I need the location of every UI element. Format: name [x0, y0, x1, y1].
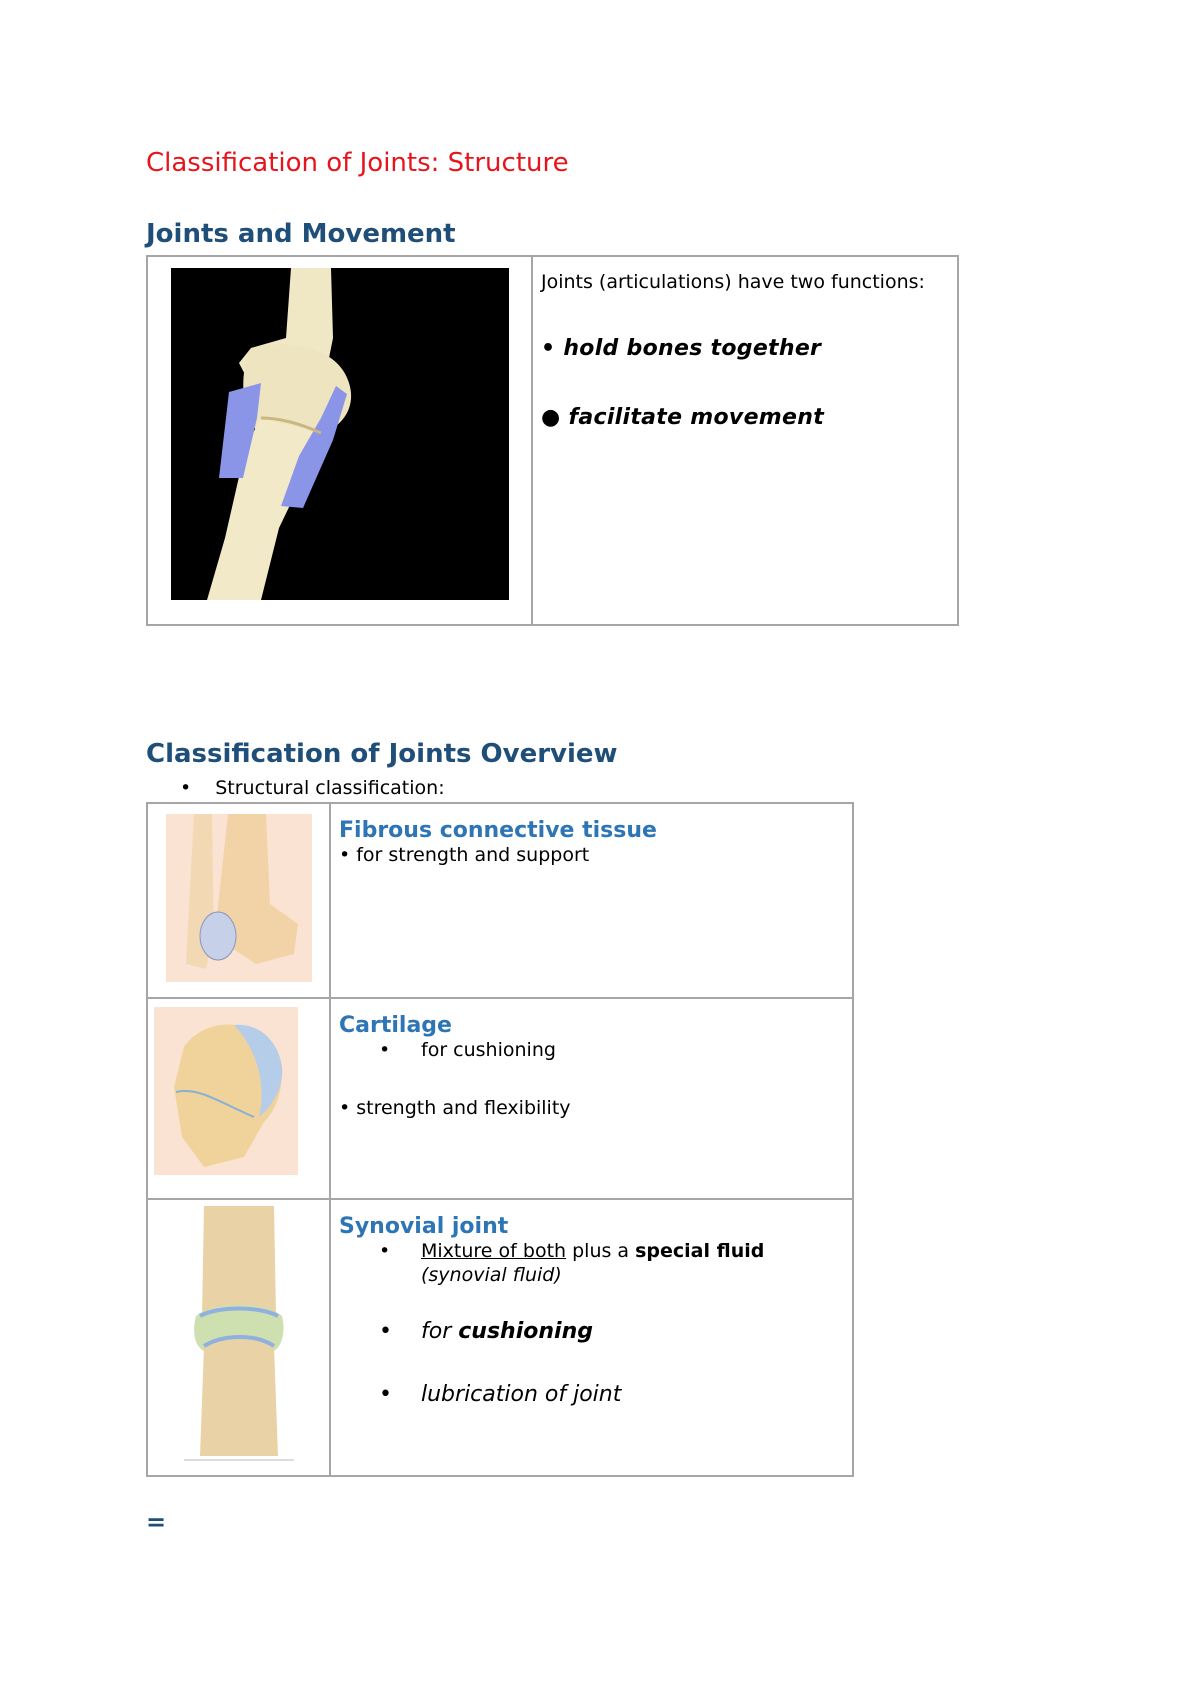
bullet-facilitate-movement: ● facilitate movement [541, 405, 825, 431]
cartilage-sub-bullet [379, 1039, 844, 1063]
cartilage-cushioning: for cushioning [421, 1039, 556, 1062]
bullet-hold-bones: • hold bones together [541, 335, 822, 361]
fibrous-text-cell [330, 803, 853, 998]
page-title: Classification of Joints: Structure [146, 148, 569, 178]
knee-image-cell [147, 256, 532, 625]
table-row [147, 1199, 853, 1476]
fibrous-joint-illustration [166, 814, 312, 982]
bullet-dot: • [379, 1382, 392, 1408]
fibrous-title: Fibrous connective tissue [339, 818, 657, 843]
table-row [147, 803, 853, 998]
functions-cell [532, 256, 958, 625]
lubrication-of-joint: lubrication of joint [421, 1382, 622, 1408]
for-word: for [421, 1318, 459, 1344]
structural-classification-label: Structural classification: [215, 777, 445, 799]
synovial-text-cell [330, 1199, 853, 1476]
fibrous-line: • for strength and support [339, 844, 590, 867]
bullet-dot: • [379, 1318, 392, 1344]
cartilage-text-cell [330, 998, 853, 1199]
synovial-fluid: (synovial fluid) [421, 1264, 562, 1287]
synovial-sub-bullet-2 [379, 1318, 844, 1346]
plus-a: plus a [566, 1240, 636, 1263]
special-fluid: special fluid [635, 1240, 765, 1263]
bullet-dot: • [379, 1039, 391, 1062]
synovial-sub-bullet-3 [379, 1381, 844, 1409]
cartilage-joint-illustration [154, 1007, 298, 1175]
fibrous-image-cell [147, 803, 330, 998]
bullet-dot: • [180, 777, 192, 799]
equals-mark: = [146, 1508, 167, 1536]
bullet-dot: • [379, 1240, 391, 1263]
synovial-joint-illustration [174, 1206, 304, 1462]
synovial-sub-bullet-1 [379, 1240, 844, 1288]
structural-classification-item [180, 777, 445, 799]
synovial-image-cell [147, 1199, 330, 1476]
joints-movement-table [146, 255, 959, 626]
joints-movement-heading: Joints and Movement [146, 219, 456, 249]
cartilage-line: • strength and flexibility [339, 1097, 571, 1120]
cartilage-title: Cartilage [339, 1013, 452, 1038]
overview-heading: Classification of Joints Overview [146, 739, 618, 769]
cartilage-image-cell [147, 998, 330, 1199]
table-row [147, 998, 853, 1199]
knee-joint-illustration [171, 268, 509, 600]
joint-types-table [146, 802, 854, 1477]
mixture-of-both: Mixture of both [421, 1240, 567, 1263]
cushioning-word: cushioning [458, 1318, 593, 1344]
functions-intro: Joints (articulations) have two functions: [541, 271, 925, 293]
synovial-title: Synovial joint [339, 1214, 509, 1239]
